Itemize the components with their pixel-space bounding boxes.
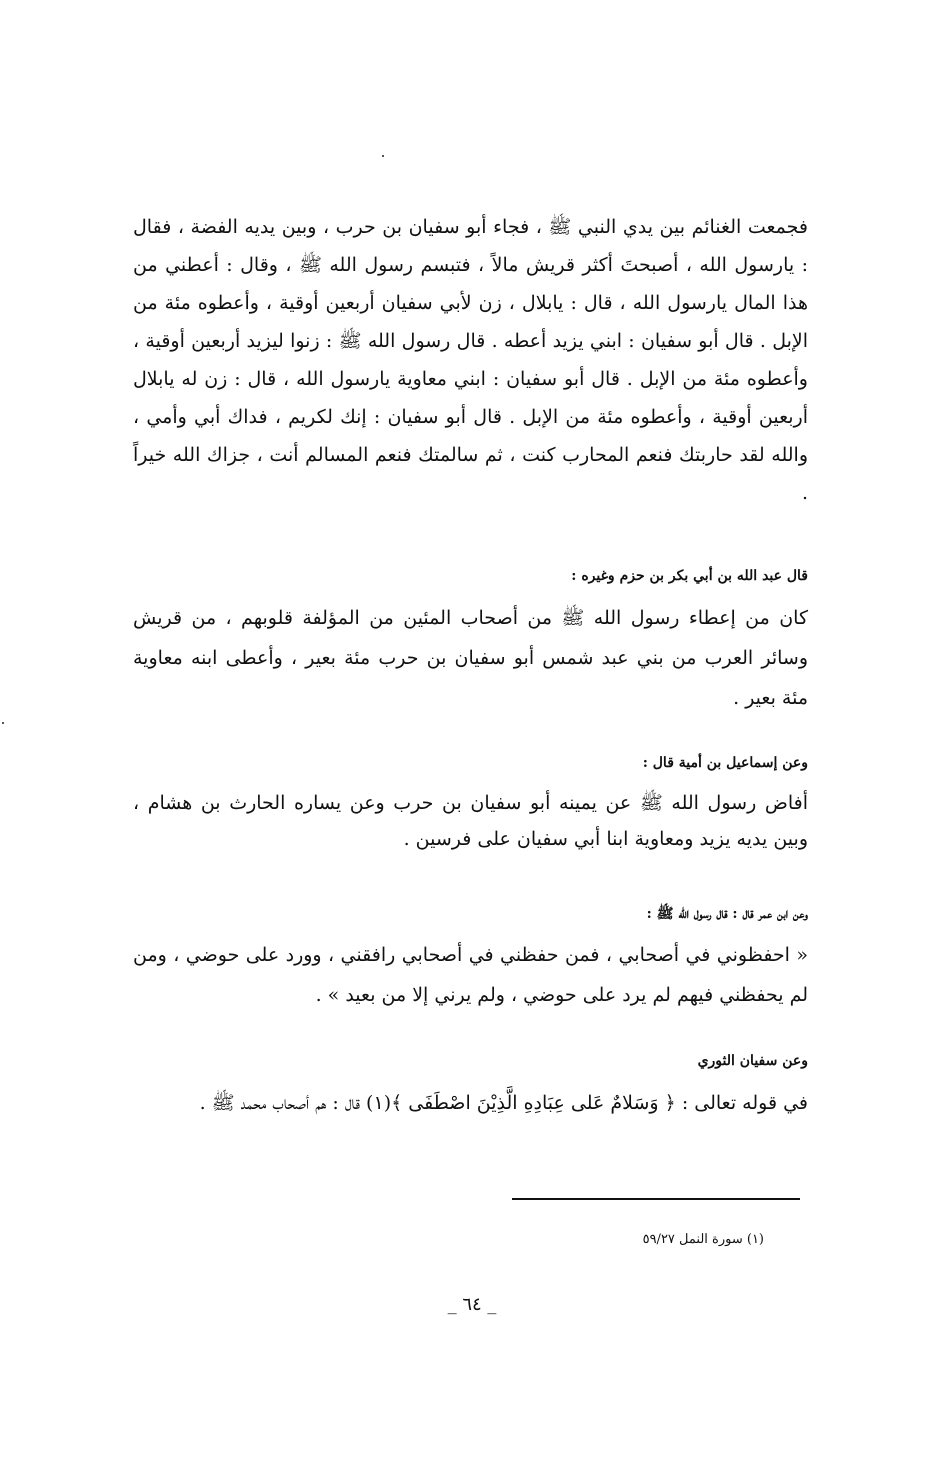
page-number: _ ٦٤ _	[447, 1294, 497, 1315]
section-heading-thawri: وعن سفيان الثوري	[697, 1053, 808, 1069]
scan-speck	[382, 155, 384, 157]
section-text-ismail: أفاض رسول الله ﷺ عن يمينه أبو سفيان بن حرب وعن يساره الحارث بن هشام ، وبين يديه يزيد ومعاوية ابنا أبي سفيان على فرسين .	[133, 792, 808, 850]
section-text-ibn-umar: « احفظوني في أصحابي ، فمن حفظني في أصحابي رافقني ، وورد على حوضي ، ومن لم يحفظني فيهم لم يرد على حوضي ، ولم يرني إلا من بعيد » .	[133, 944, 808, 1006]
section-heading-ibn-hazm: قال عبد الله بن أبي بكر بن حزم وغيره :	[571, 568, 808, 584]
footnote-divider	[512, 1198, 800, 1200]
section-text-thawri: في قوله تعالى : ﴿ وَسَلامٌ عَلى عِبَادِهِ الَّذِيْنَ اصْطَفَى ﴾(١) قال : هم أصحاب محمد ﷺ .	[199, 1092, 808, 1114]
section-heading-ibn-umar: وعن ابن عمر قال : قال رسول الله ﷺ :	[646, 906, 808, 922]
intro-paragraph: فجمعت الغنائم بين يدي النبي ﷺ ، فجاء أبو سفيان بن حرب ، وبين يديه الفضة ، فقال : يارسول الله ، أصبحتَ أكثر قريش مالاً ، فتبسم رسول الله ﷺ ، وقال : أعطني من هذا المال يارسول الله ، قال : يابلال ، زن لأبي سفيان أربعين أوقية ، وأعطوه مئة من الإبل . قال أبو سفيان : ابني يزيد أعطه . قال رسول الله ﷺ : زنوا ليزيد أربعين أوقية ، وأعطوه مئة من الإبل . قال أبو سفيان : ابني معاوية يارسول الله ، قال : زن له يابلال أربعين أوقية ، وأعطوه مئة من الإبل . قال أبو سفيان : إنك لكريم ، فداك أبي وأمي ، والله لقد حاربتك فنعم المحارب كنت ، ثم سالمتك فنعم المسالم أنت ، جزاك الله خيراً .	[133, 216, 808, 504]
footnote: (١) سورة النمل ٥٩/٢٧	[642, 1232, 764, 1247]
scan-speck	[2, 722, 4, 724]
section-text-ibn-hazm: كان من إعطاء رسول الله ﷺ من أصحاب المئين من المؤلفة قلوبهم ، من قريش وسائر العرب من بني عبد شمس أبو سفيان بن حرب مئة بعير ، وأعطى ابنه معاوية مئة بعير .	[133, 607, 808, 709]
section-heading-ismail: وعن إسماعيل بن أمية قال :	[642, 755, 808, 771]
